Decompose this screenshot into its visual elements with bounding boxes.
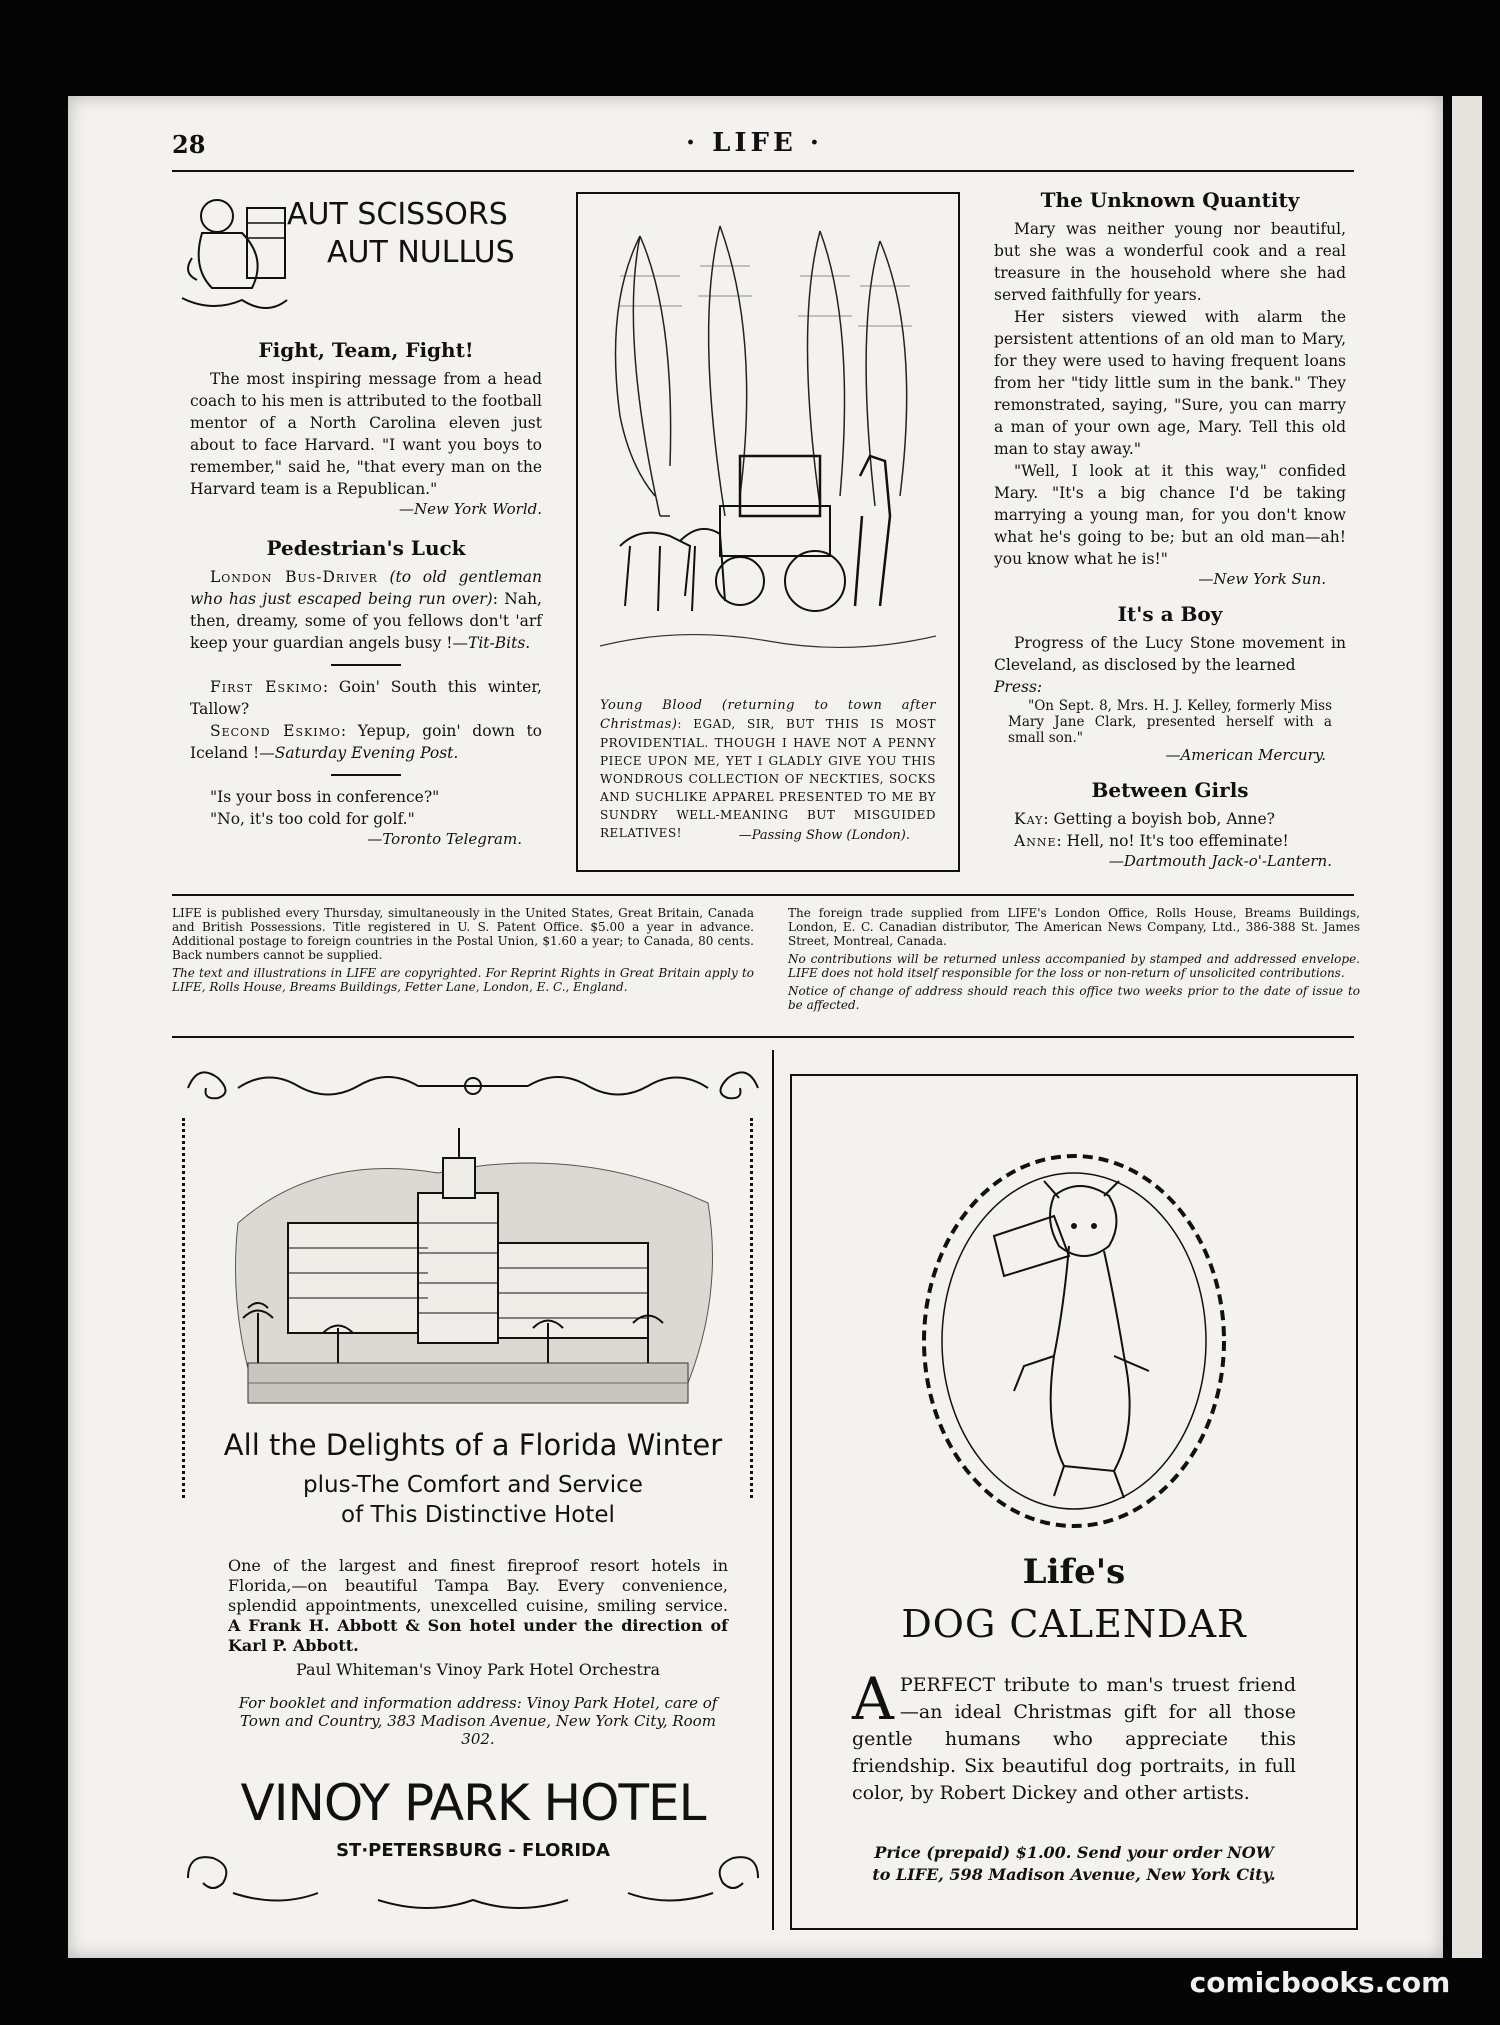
boy-press: Press: <box>994 678 1043 696</box>
vinoy-body-text: One of the largest and finest fireproof resort hotels in Florida,—on beautiful Tampa Bay. Every convenience, splendid appointments, unexcelled cuisine, smiling service. <box>228 1556 728 1615</box>
unknown-p3: "Well, I look at it this way," confided Mary. "It's a big chance I'd be taking marrying a young man, for you don't know what he's going to be; but an old man—ah! you know what he is!" <box>994 462 1346 568</box>
masthead-block <box>172 188 560 328</box>
calendar-body-text: tribute to man's truest friend—an ideal Christmas gift for all those gentle humans who appreciate this friendship. Six beautiful dog portraits, in full color, by Robert Dickey and other artists. <box>852 1674 1296 1804</box>
calendar-body <box>852 1665 1296 1807</box>
notice-address: Notice of change of address should reach this office two weeks prior to the date of issue to be affected. <box>788 984 1360 1012</box>
boss-line-2: "No, it's too cold for golf." <box>210 810 415 828</box>
notices-top-rule <box>172 894 1354 896</box>
girls-credit: —Dartmouth Jack-o'-Lantern. <box>1108 852 1332 870</box>
notice-publication: LIFE is published every Thursday, simultaneously in the United States, Great Britain, Canada and British Possessions. Title registered in U. S. Patent Office. $5.00 a year in advance. Additional postage to foreign countries in the Postal Union, $1.60 a year; to Canada, 80 cents. Back numbers cannot be supplied. <box>172 906 754 962</box>
pedestrian-line: : Nah, then, dreamy, some of you fellows don't 'arf keep your guardian angels busy ! <box>190 590 542 652</box>
vinoy-location: ST·PETERSBURG - FLORIDA <box>336 1840 610 1861</box>
vinoy-body <box>228 1556 728 1656</box>
masthead-line-1: AUT SCISSORS <box>287 197 508 232</box>
calendar-dropcap: A <box>852 1665 894 1733</box>
vinoy-subheadline-2: of This Distinctive Hotel <box>341 1502 615 1528</box>
vinoy-hotel-name: VINOY PARK HOTEL <box>240 1774 706 1832</box>
calendar-order: Price (prepaid) $1.00. Send your order NOW to LIFE, 598 Madison Avenue, New York City. <box>872 1843 1276 1884</box>
caption-lead: Young Blood (returning to town after Christmas) <box>600 698 936 732</box>
header-rule <box>172 170 1354 172</box>
fight-body: The most inspiring message from a head coach to his men is attributed to the football mentor of a North Carolina eleven just about to face Harvard. "I want you boys to remember," said he, "that every man on the Harvard team is a Republican." <box>190 370 542 498</box>
unknown-credit: —New York Sun. <box>1198 570 1326 588</box>
girls-text-2: : Hell, no! It's too effeminate! <box>1056 832 1289 850</box>
eskimo-credit: —Saturday Evening Post. <box>259 744 459 762</box>
notice-copyright: The text and illustrations in LIFE are copyrighted. For Reprint Rights in Great Britain apply to LIFE, Rolls House, Breams Buildings, Fetter Lane, London, E. C., England. <box>172 966 754 994</box>
vinoy-booklet: For booklet and information address: Vinoy Park Hotel, care of Town and Country, 383 Madison Avenue, New York City, Room 302. <box>238 1694 718 1748</box>
notices-bottom-rule <box>172 1036 1354 1038</box>
wreath-terrier-illustration <box>904 1126 1244 1546</box>
eskimo-speaker-1: First Eskimo <box>210 678 323 696</box>
illustration-panel <box>576 192 960 872</box>
pedestrian-title: Pedestrian's Luck <box>266 536 466 560</box>
pedestrian-direction: (to old gentleman who has just escaped being run over) <box>190 568 542 608</box>
watermark: comicbooks.com <box>1189 1966 1451 1999</box>
girls-line-1 <box>994 808 1346 830</box>
girls-speaker-2: Anne <box>1014 832 1057 850</box>
notices-right <box>788 906 1360 1016</box>
ornamental-scroll-bottom <box>178 1838 768 1918</box>
illustration-credit: —Passing Show (London). <box>738 828 910 843</box>
girls-text-1: : Getting a boyish bob, Anne? <box>1043 810 1275 828</box>
separator-rule <box>331 664 401 666</box>
hotel-illustration <box>218 1113 728 1443</box>
vinoy-subheadline-1: plus-The Comfort and Service <box>303 1472 643 1498</box>
calendar-body-lead: PERFECT <box>899 1674 996 1696</box>
masthead-line-2: AUT NULLUS <box>327 235 515 270</box>
calendar-title-2: DOG CALENDAR <box>901 1602 1247 1646</box>
boy-quote: "On Sept. 8, Mrs. H. J. Kelley, formerly Miss Mary Jane Clark, presented herself with a small son." <box>1008 698 1332 746</box>
caption-body: : EGAD, SIR, BUT THIS IS MOST PROVIDENTIAL. THOUGH I HAVE NOT A PENNY PIECE UPON ME, YET I GLADLY GIVE YOU THIS WONDROUS COLLECTION OF NECKTIES, SOCKS AND SUCHLIKE APPAREL PRESENTED TO ME BY SUNDRY WELL-MEANING BUT MISGUIDED RELATIVES! <box>600 717 936 840</box>
girls-speaker-1: Kay <box>1014 810 1044 828</box>
fight-credit: —New York World. <box>398 500 542 518</box>
notice-foreign-trade: The foreign trade supplied from LIFE's London Office, Rolls House, Breams Buildings, London, E. C. Canadian distributor, The American News Company, Ltd., 386-388 St. James Street, Montreal, Canada. <box>788 906 1360 948</box>
column-1-text <box>190 338 542 848</box>
girls-line-2 <box>994 830 1346 852</box>
pedestrian-credit: —Tit-Bits. <box>452 634 531 652</box>
boss-line-1: "Is your boss in conference?" <box>210 788 440 806</box>
vinoy-park-hotel-ad <box>178 1058 768 1928</box>
boy-body: Progress of the Lucy Stone movement in Cleveland, as disclosed by the learned <box>994 634 1346 674</box>
notices-left <box>172 906 754 998</box>
illustration-caption <box>600 696 936 842</box>
eskimo-speaker-2: Second Eskimo <box>210 722 341 740</box>
column-3-text <box>994 188 1346 870</box>
running-head: · LIFE · <box>686 128 823 158</box>
page-number: 28 <box>172 130 206 159</box>
eskimo-line-2 <box>190 720 542 764</box>
ads-divider <box>772 1050 774 1930</box>
scissors-cartoon-illustration <box>172 188 292 318</box>
eskimo-text-2: : Yepup, goin' down to Iceland ! <box>190 722 542 762</box>
stagecoach-illustration <box>600 216 936 676</box>
eskimo-line-1 <box>190 676 542 720</box>
vinoy-orchestra: Paul Whiteman's Vinoy Park Hotel Orchestra <box>295 1660 661 1679</box>
boy-title: It's a Boy <box>1117 602 1223 626</box>
facing-page-edge <box>1452 96 1482 1958</box>
vinoy-headline: All the Delights of a Florida Winter <box>223 1428 723 1462</box>
boss-credit: —Toronto Telegram. <box>367 830 522 848</box>
dog-calendar-ad <box>790 1074 1358 1930</box>
boy-credit: —American Mercury. <box>1165 746 1326 764</box>
unknown-p2: Her sisters viewed with alarm the persistent attentions of an old man to Mary, for they were used to having frequent loans from her "tidy little sum in the bank." They remonstrated, saying, "Sure, you can marry a man of your own age, Mary. Tell this old man to stay away." <box>994 308 1346 458</box>
pedestrian-body <box>190 566 542 654</box>
pedestrian-speaker: London Bus-Driver <box>210 568 378 586</box>
separator-rule <box>331 774 401 776</box>
unknown-p1: Mary was neither young nor beautiful, but she was a wonderful cook and a real treasure in the household where she had served faithfully for years. <box>994 220 1346 304</box>
fight-title: Fight, Team, Fight! <box>258 338 474 362</box>
notice-contributions: No contributions will be returned unless accompanied by stamped and addressed envelope. LIFE does not hold itself responsible for the loss or non-return of unsolicited contributions. <box>788 952 1360 980</box>
vinoy-body-bold: A Frank H. Abbott & Son hotel under the direction of Karl P. Abbott. <box>228 1616 728 1655</box>
eskimo-text-1: : Goin' South this winter, Tallow? <box>190 678 542 718</box>
ornamental-scroll-top <box>178 1058 768 1118</box>
unknown-title: The Unknown Quantity <box>1040 188 1300 212</box>
masthead-title <box>287 196 515 272</box>
girls-title: Between Girls <box>1091 778 1249 802</box>
calendar-title-1: Life's <box>1022 1552 1126 1592</box>
